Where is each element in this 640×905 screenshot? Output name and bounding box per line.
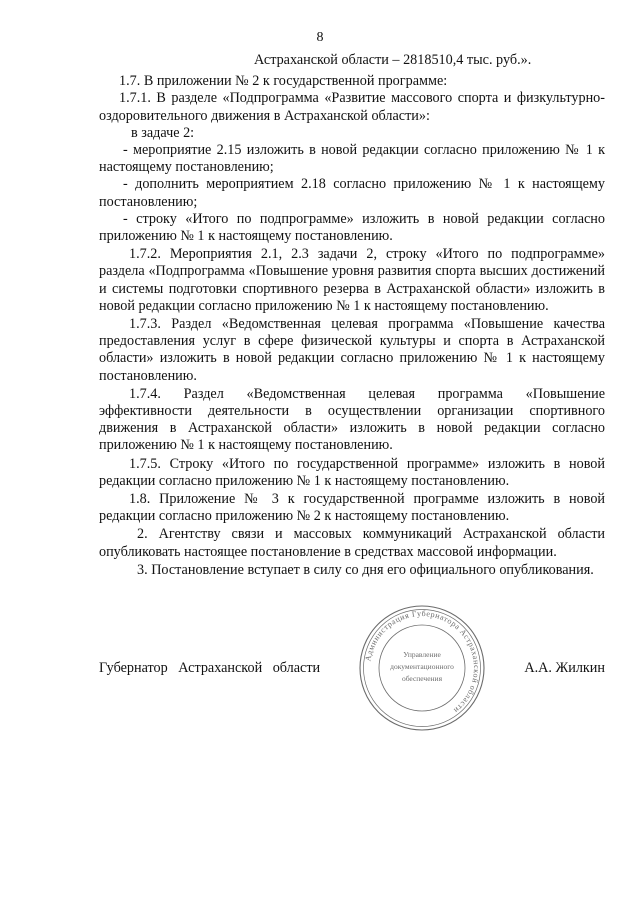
paragraph-1-7-5: 1.7.5. Строку «Итого по государственной программе» изложить в новой редакции согласно приложению № 1 к настоящему постановлению. bbox=[99, 455, 605, 489]
paragraph-3: 3. Постановление вступает в силу со дня его официального опубликования. bbox=[137, 561, 594, 578]
signature-title: Губернатор Астраханской области bbox=[99, 660, 321, 676]
seal-line-2: документационного bbox=[390, 662, 454, 671]
seal-line-3: обеспечения bbox=[401, 674, 443, 683]
signature-name: А.А. Жилкин bbox=[524, 660, 605, 676]
paragraph-1-7-1: 1.7.1. В разделе «Подпрограмма «Развитие массового спорта и физкультурно-оздоровительного движения в Астраханской области»: bbox=[99, 90, 605, 124]
paragraph-1-8: 1.8. Приложение № 3 к государственной программе изложить в новой редакции согласно приложению № 2 к настоящему постановлению. bbox=[99, 491, 605, 525]
paragraph-item-2-15: - мероприятие 2.15 изложить в новой редакции согласно приложению № 1 к настоящему постановлению; bbox=[99, 142, 605, 176]
paragraph-1-7: 1.7. В приложении № 2 к государственной программе: bbox=[119, 73, 448, 90]
paragraph-task-2: в задаче 2: bbox=[131, 124, 195, 141]
paragraph-2: 2. Агентству связи и массовых коммуникаций Астраханской области опубликовать настоящее постановление в средствах массовой информации. bbox=[99, 526, 605, 560]
paragraph-1-7-4: 1.7.4. Раздел «Ведомственная целевая программа «Повышение эффективности деятельности в осуществлении организации спортивного движения в Астраханской области» изложить в новой редакции согласно приложению № 1 к настоящему постановлению. bbox=[99, 385, 605, 454]
paragraph-1-7-2: 1.7.2. Мероприятия 2.1, 2.3 задачи 2, строку «Итого по подпрограмме» раздела «Подпрограмма «Повышение уровня развития спорта высших достижений и системы подготовки спортивного резерва в Астраханской области» изложить в новой редакции согласно приложению № 1 к настоящему постановлению. bbox=[99, 246, 605, 314]
seal-outer-text: Администрация Губернатора Астраханской области bbox=[363, 608, 482, 716]
seal-line-1: Управление bbox=[403, 650, 441, 659]
document-body bbox=[99, 52, 605, 579]
paragraph-item-2-18: - дополнить мероприятием 2.18 согласно приложению № 1 к настоящему постановлению; bbox=[99, 176, 605, 210]
paragraph-continuation: Астраханской области – 2818510,4 тыс. руб.». bbox=[254, 52, 532, 68]
seal-graphic bbox=[357, 603, 487, 733]
paragraph-1-7-3: 1.7.3. Раздел «Ведомственная целевая программа «Повышение качества предоставления услуг в сфере физической культуры и спорта в Астраханской области» изложить в новой редакции согласно приложению № 1 к настоящему постановлению. bbox=[99, 316, 605, 384]
page-number: 8 bbox=[316, 30, 324, 45]
official-seal bbox=[357, 603, 487, 733]
paragraph-item-total: - строку «Итого по подпрограмме» изложить в новой редакции согласно приложению № 1 к настоящему постановлению. bbox=[99, 210, 605, 245]
